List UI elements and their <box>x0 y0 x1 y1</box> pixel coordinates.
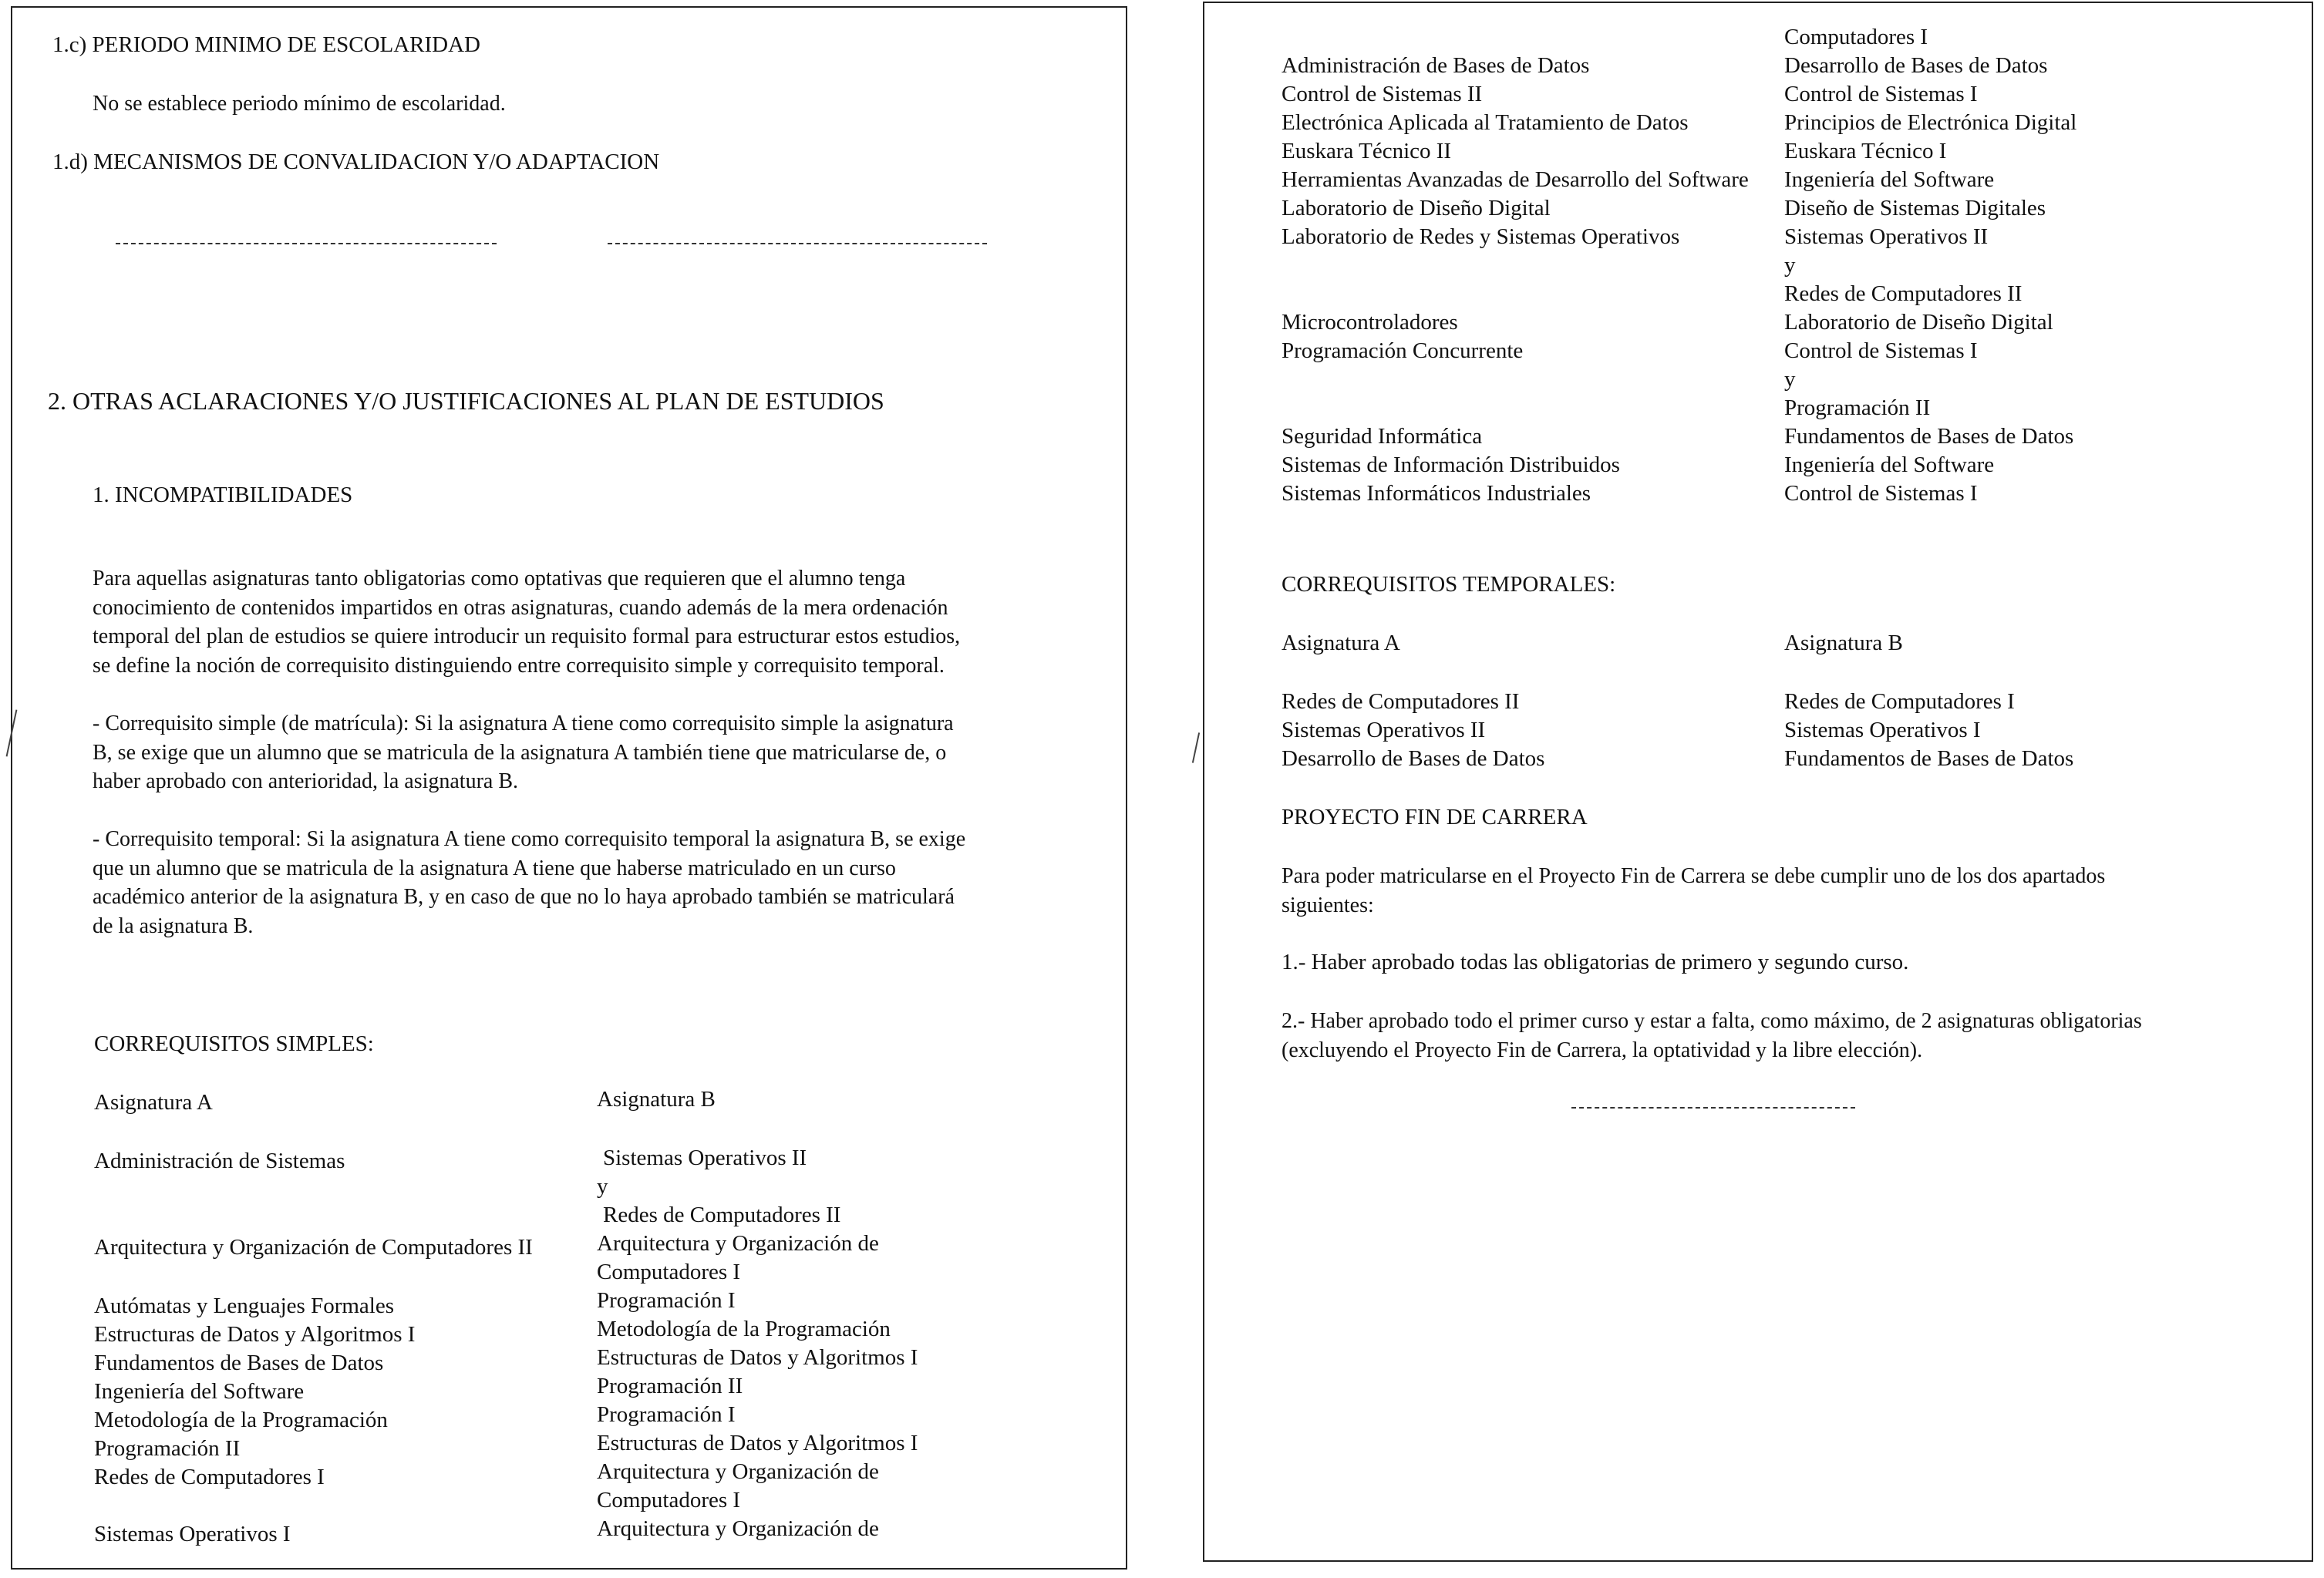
subject-b-connector: y <box>1784 253 1796 278</box>
subject-a: Electrónica Aplicada al Tratamiento de Datos <box>1282 110 1689 135</box>
subject-b: Ingeniería del Software <box>1784 167 1995 192</box>
subject-a: Programación II <box>94 1436 241 1461</box>
subject-b: Sistemas Operativos II <box>603 1146 807 1170</box>
right-page <box>1203 2 2313 1562</box>
subject-b: Metodología de la Programación <box>597 1317 891 1341</box>
subject-a: Herramientas Avanzadas de Desarrollo del Software <box>1282 167 1749 192</box>
paragraph-line: se define la noción de correquisito distinguiendo entre correquisito simple y correquisito temporal. <box>93 653 945 678</box>
subject-a: Autómatas y Lenguajes Formales <box>94 1294 394 1318</box>
pfc-requirement-2 <box>1282 1007 2142 1065</box>
incompatibilidades-heading: 1. INCOMPATIBILIDADES <box>93 483 353 507</box>
subject-b: Computadores I <box>1784 25 1928 49</box>
subject-b: Computadores I <box>597 1260 741 1284</box>
correquisitos-temporales-heading: CORREQUISITOS TEMPORALES: <box>1282 572 1616 597</box>
subject-a: Sistemas de Información Distribuidos <box>1282 453 1620 477</box>
subject-b: Arquitectura y Organización de <box>597 1459 879 1484</box>
paragraph-line: (excluyendo el Proyecto Fin de Carrera, la optatividad y la libre elección). <box>1282 1038 1923 1062</box>
subject-b: Programación II <box>597 1374 743 1398</box>
paragraph-line: Para aquellas asignaturas tanto obligatorias como optativas que requieren que el alumno tenga <box>93 567 906 590</box>
subject-b: Euskara Técnico I <box>1784 139 1947 163</box>
paragraph-line: que un alumno que se matricula de la asignatura A tiene que haberse matriculado en un curso <box>93 856 896 880</box>
correquisitos-simples-heading: CORREQUISITOS SIMPLES: <box>94 1031 374 1056</box>
pfc-requirement-1: 1.- Haber aprobado todas las obligatorias de primero y segundo curso. <box>1282 950 1909 974</box>
column-a-header: Asignatura A <box>94 1090 213 1115</box>
subject-a: Fundamentos de Bases de Datos <box>94 1351 384 1375</box>
subject-a: Euskara Técnico II <box>1282 139 1452 163</box>
subject-b: Redes de Computadores II <box>603 1203 841 1227</box>
temporal-subject-b: Redes de Computadores I <box>1784 689 2015 714</box>
temporal-subject-a: Redes de Computadores II <box>1282 689 1520 714</box>
subject-a: Seguridad Informática <box>1282 424 1483 449</box>
paragraph-line: conocimiento de contenidos impartidos en otras asignaturas, cuando además de la mera ordenación <box>93 595 948 620</box>
paragraph-correquisito-simple <box>93 709 954 796</box>
subject-a: Redes de Computadores I <box>94 1465 325 1489</box>
section-2-heading: 2. OTRAS ACLARACIONES Y/O JUSTIFICACIONES AL PLAN DE ESTUDIOS <box>48 387 884 415</box>
pfc-intro <box>1282 862 2105 920</box>
subject-a: Ingeniería del Software <box>94 1379 305 1404</box>
subject-b-connector: y <box>1784 367 1796 392</box>
paragraph-line: Para poder matricularse en el Proyecto Fin de Carrera se debe cumplir uno de los dos apartados <box>1282 864 2106 888</box>
separator-line <box>1571 1107 1855 1109</box>
temporal-subject-a: Desarrollo de Bases de Datos <box>1282 746 1545 771</box>
paragraph-line: temporal del plan de estudios se quiere introducir un requisito formal para estructurar estos estudios, <box>93 624 961 648</box>
paragraph-line: académico anterior de la asignatura B, y en caso de que no lo haya aprobado también se matriculará <box>93 885 955 909</box>
subject-a: Sistemas Informáticos Industriales <box>1282 481 1591 506</box>
subject-b: Laboratorio de Diseño Digital <box>1784 310 2053 335</box>
subject-b: Control de Sistemas I <box>1784 338 1978 363</box>
subject-b: Principios de Electrónica Digital <box>1784 110 2077 135</box>
left-page <box>11 6 1127 1570</box>
subject-b: Ingeniería del Software <box>1784 453 1995 477</box>
column-b-header: Asignatura B <box>597 1087 716 1112</box>
pfc-heading: PROYECTO FIN DE CARRERA <box>1282 805 1588 829</box>
separator-line <box>608 243 987 244</box>
paragraph-line: - Correquisito simple (de matrícula): Si la asignatura A tiene como correquisito simple la asignatura <box>93 712 954 735</box>
subject-b: Programación I <box>597 1402 736 1427</box>
scan-mark <box>1192 732 1200 763</box>
section-1c-text: No se establece periodo mínimo de escolaridad. <box>93 92 506 116</box>
separator-line <box>116 243 497 244</box>
column-b-header: Asignatura B <box>1784 631 1903 655</box>
paragraph-line: B, se exige que un alumno que se matricula de la asignatura A también tiene que matricularse de, o <box>93 740 947 765</box>
section-1d-heading: 1.d) MECANISMOS DE CONVALIDACION Y/O ADAPTACION <box>52 150 660 174</box>
subject-b: Estructuras de Datos y Algoritmos I <box>597 1431 918 1455</box>
subject-a: Administración de Bases de Datos <box>1282 53 1590 78</box>
subject-b: Diseño de Sistemas Digitales <box>1784 196 2046 220</box>
subject-b: Sistemas Operativos II <box>1784 224 1989 249</box>
subject-a: Microcontroladores <box>1282 310 1458 335</box>
temporal-subject-a: Sistemas Operativos II <box>1282 718 1486 742</box>
subject-b: Control de Sistemas I <box>1784 481 1978 506</box>
subject-a: Arquitectura y Organización de Computadores II <box>94 1235 533 1260</box>
subject-a: Metodología de la Programación <box>94 1408 388 1432</box>
paragraph-line: de la asignatura B. <box>93 913 254 938</box>
subject-b: Arquitectura y Organización de <box>597 1516 879 1541</box>
subject-a: Sistemas Operativos I <box>94 1522 291 1546</box>
subject-b: Control de Sistemas I <box>1784 82 1978 106</box>
subject-a: Laboratorio de Diseño Digital <box>1282 196 1551 220</box>
subject-b: Fundamentos de Bases de Datos <box>1784 424 2074 449</box>
column-a-header: Asignatura A <box>1282 631 1400 655</box>
paragraph-line: - Correquisito temporal: Si la asignatura A tiene como correquisito temporal la asignatura B, se exige <box>93 827 966 851</box>
paragraph-line: haber aprobado con anterioridad, la asignatura B. <box>93 769 519 793</box>
subject-b: Computadores I <box>597 1488 741 1512</box>
subject-b: Estructuras de Datos y Algoritmos I <box>597 1345 918 1370</box>
subject-b: Desarrollo de Bases de Datos <box>1784 53 2048 78</box>
paragraph-line: siguientes: <box>1282 893 1374 917</box>
paragraph-correquisito-temporal <box>93 825 965 940</box>
subject-a: Programación Concurrente <box>1282 338 1524 363</box>
subject-a: Estructuras de Datos y Algoritmos I <box>94 1322 416 1347</box>
temporal-subject-b: Sistemas Operativos I <box>1784 718 1981 742</box>
subject-b-connector: y <box>597 1174 608 1199</box>
subject-a: Laboratorio de Redes y Sistemas Operativos <box>1282 224 1680 249</box>
paragraph-correquisito-intro <box>93 564 960 680</box>
subject-b: Programación II <box>1784 395 1931 420</box>
subject-a: Administración de Sistemas <box>94 1149 345 1173</box>
subject-b: Arquitectura y Organización de <box>597 1231 879 1256</box>
subject-b: Redes de Computadores II <box>1784 281 2023 306</box>
section-1c-heading: 1.c) PERIODO MINIMO DE ESCOLARIDAD <box>52 32 480 57</box>
subject-a: Control de Sistemas II <box>1282 82 1483 106</box>
subject-b: Programación I <box>597 1288 736 1313</box>
temporal-subject-b: Fundamentos de Bases de Datos <box>1784 746 2074 771</box>
paragraph-line: 2.- Haber aprobado todo el primer curso y estar a falta, como máximo, de 2 asignaturas obligatorias <box>1282 1009 2142 1033</box>
